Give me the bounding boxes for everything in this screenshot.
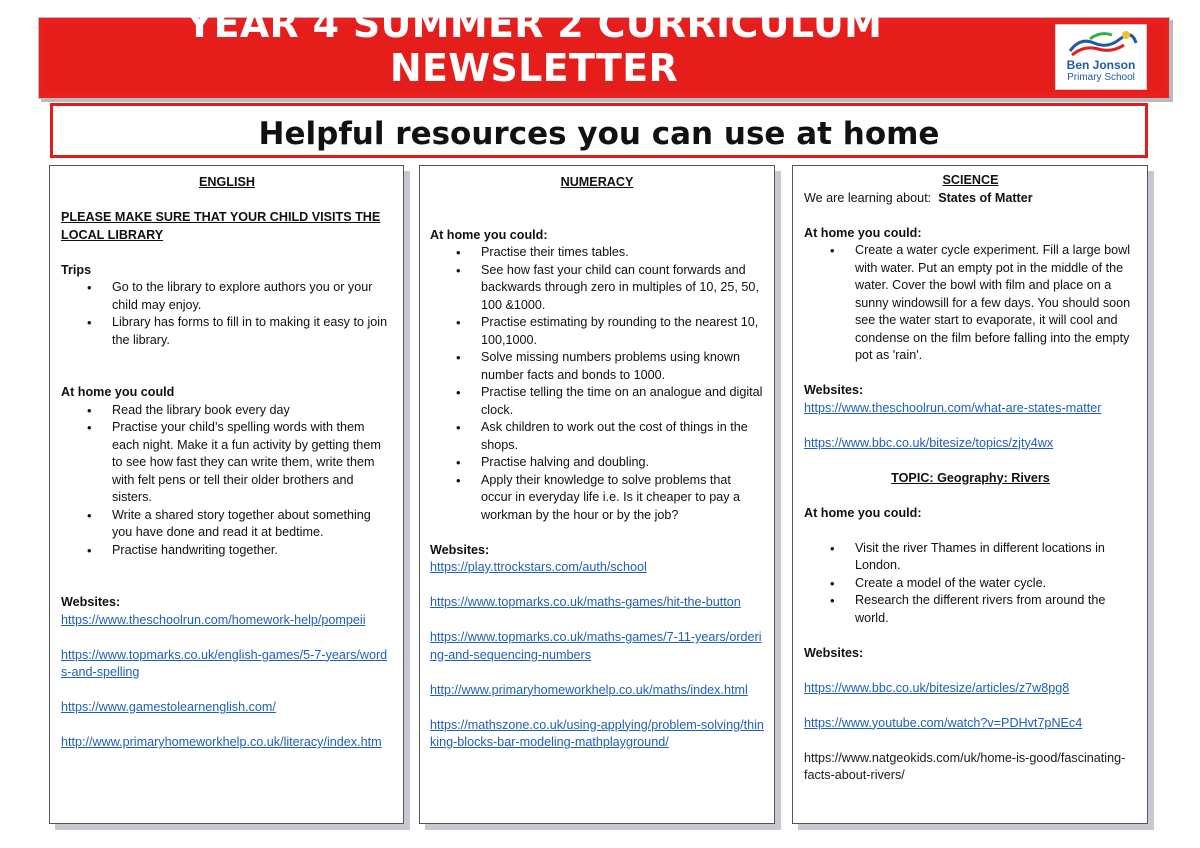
page-title: YEAR 4 SUMMER 2 CURRICULUM NEWSLETTER (185, 2, 883, 90)
list-item: • Write a shared story together about something you have done and read it at bedtime. (61, 507, 393, 542)
science-home-list (804, 242, 1137, 365)
list-item: • Practise estimating by rounding to the nearest 10, 100,1000. (430, 314, 764, 349)
science-home-label: At home you could: (804, 225, 922, 240)
science-website-link[interactable]: https://www.bbc.co.uk/bitesize/topics/zjty4wx (804, 435, 1054, 450)
topic-website-link[interactable]: https://www.youtube.com/watch?v=PDHvt7pNEc4 (804, 715, 1083, 730)
list-item: • Practise halving and doubling. (430, 454, 764, 472)
topic-website-link[interactable]: https://www.natgeokids.com/uk/home-is-good/fascinating-facts-about-rivers/ (804, 750, 1126, 782)
list-item: • Practise telling the time on an analogue and digital clock. (430, 384, 764, 419)
trips-label: Trips (61, 262, 92, 277)
list-item: • Create a model of the water cycle. (804, 575, 1137, 593)
numeracy-website-link[interactable]: https://www.topmarks.co.uk/maths-games/hit-the-button (430, 595, 741, 609)
english-websites-label: Websites: (61, 595, 121, 609)
header-banner-fill (45, 2, 1163, 92)
numeracy-home-label: At home you could: (430, 227, 548, 242)
numeracy-home-list (430, 244, 764, 524)
topic-home-label: At home you could: (804, 505, 922, 520)
list-item: • See how fast your child can count forwards and backwards through zero in multiples of 10, 25, 50, 100 &1000. (430, 262, 764, 315)
header-banner (38, 2, 1170, 99)
english-heading: ENGLISH (199, 175, 255, 189)
list-item: • Read the library book every day (61, 402, 393, 420)
list-item: • Practise your child’s spelling words with them each night. Make it a fun activity by getting them to see how fast they can write them, write them with felt pens or tell their older brothers and sisters. (61, 419, 393, 507)
list-item: • Practise their times tables. (430, 244, 764, 262)
learning-prefix: We are learning about: (804, 190, 932, 205)
english-website-link[interactable]: https://www.theschoolrun.com/homework-help/pompeii (61, 612, 366, 627)
topic-heading: TOPIC: Geography: Rivers (891, 470, 1050, 485)
list-item: • Apply their knowledge to solve problems that occur in everyday life i.e. Is it cheaper to pay a workman by the hour or by the job? (430, 472, 764, 525)
english-home-list (61, 402, 393, 560)
topic-website-link[interactable]: https://www.bbc.co.uk/bitesize/articles/z7w8pg8 (804, 680, 1070, 695)
numeracy-website-link[interactable]: https://www.topmarks.co.uk/maths-games/7-11-years/ordering-and-sequencing-numbers (430, 630, 762, 662)
trips-list (61, 279, 393, 349)
list-item: • Research the different rivers from around the world. (804, 592, 1137, 627)
english-website-link[interactable]: https://www.topmarks.co.uk/english-games/5-7-years/words-and-spelling (61, 647, 388, 679)
science-column (792, 165, 1148, 824)
learning-about (804, 190, 1137, 208)
list-item: • Practise handwriting together. (61, 542, 393, 560)
english-column (49, 165, 404, 824)
numeracy-column (419, 165, 775, 824)
logo-wave-icon (1066, 29, 1138, 59)
list-item: • Library has forms to fill in to making it easy to join the library. (61, 314, 393, 349)
numeracy-heading: NUMERACY (560, 175, 634, 189)
library-notice: PLEASE MAKE SURE THAT YOUR CHILD VISITS THE LOCAL LIBRARY (61, 210, 381, 242)
logo-school-subtitle: Primary School (1067, 72, 1135, 83)
numeracy-websites-label: Websites: (430, 542, 490, 557)
list-item: • Go to the library to explore authors you or your child may enjoy. (61, 279, 393, 314)
science-heading: SCIENCE (942, 173, 999, 187)
list-item: • Visit the river Thames in different locations in London. (804, 540, 1137, 575)
science-websites-label: Websites: (804, 383, 864, 397)
topic-home-list (804, 540, 1137, 628)
science-website-link[interactable]: https://www.theschoolrun.com/what-are-states-matter (804, 400, 1102, 415)
list-item: • Solve missing numbers problems using known number facts and bonds to 1000. (430, 349, 764, 384)
english-website-link[interactable]: http://www.primaryhomeworkhelp.co.uk/literacy/index.htm (61, 735, 382, 749)
school-logo (1055, 24, 1147, 90)
subheading: Helpful resources you can use at home (258, 116, 940, 152)
logo-school-name: Ben Jonson (1066, 58, 1136, 72)
english-home-label: At home you could (61, 385, 175, 399)
numeracy-website-link[interactable]: http://www.primaryhomeworkhelp.co.uk/maths/index.html (430, 682, 748, 697)
numeracy-website-link[interactable]: https://mathszone.co.uk/using-applying/problem-solving/thinking-blocks-bar-modeling-mathplayground/ (430, 717, 764, 749)
topic-websites-label: Websites: (804, 645, 864, 660)
list-item: • Create a water cycle experiment. Fill a large bowl with water. Put an empty pot in the middle of the water. Cover the bowl with film and place on a sunny windowsill for a few days. You should soon see the water start to evaporate, it will cool and condense on the film before falling into the empty pot as 'rain'. (804, 242, 1137, 365)
subheading-box (50, 103, 1148, 158)
english-website-link[interactable]: https://www.gamestolearnenglish.com/ (61, 700, 276, 714)
learning-topic: States of Matter (938, 190, 1033, 205)
numeracy-website-link[interactable]: https://play.ttrockstars.com/auth/school (430, 560, 647, 574)
list-item: • Ask children to work out the cost of things in the shops. (430, 419, 764, 454)
